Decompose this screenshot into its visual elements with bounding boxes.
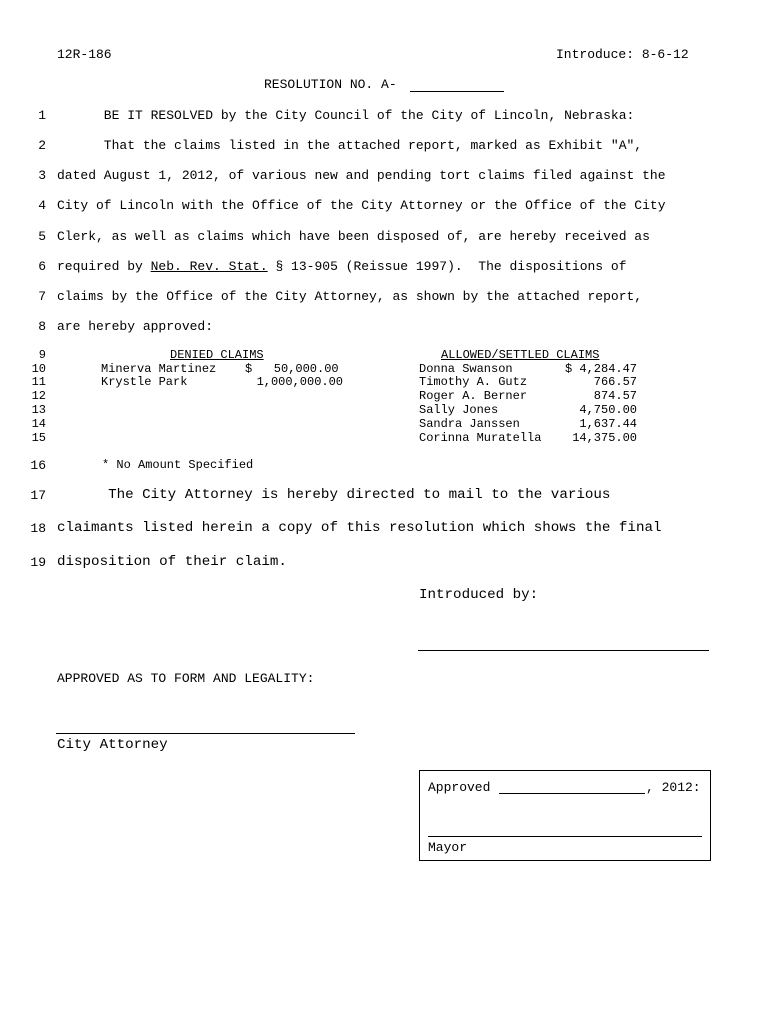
city-attorney-label: City Attorney: [57, 737, 168, 753]
line-number: 11: [31, 375, 46, 389]
allowed-claim-amount: 1,637.44: [579, 417, 637, 431]
denied-claim-name: Krystle Park: [101, 375, 188, 389]
allowed-claim-amount: 766.57: [593, 375, 637, 389]
resolution-number-label: RESOLUTION NO. A-: [264, 77, 397, 92]
allowed-claim-name: Sally Jones: [419, 403, 499, 417]
city-attorney-signature-line: [56, 733, 355, 734]
line-number: 6: [38, 259, 46, 274]
denied-claim-amount: 1,000,000.00: [256, 375, 343, 389]
introduced-by-label: Introduced by:: [419, 587, 539, 603]
approved-form-label: APPROVED AS TO FORM AND LEGALITY:: [57, 671, 315, 686]
allowed-claim-amount: $ 4,284.47: [564, 361, 637, 376]
allowed-claim-amount: 874.57: [593, 389, 637, 403]
resolution-number-blank: [410, 91, 504, 92]
document-code: 12R-186: [57, 47, 112, 62]
statute-citation: Neb. Rev. Stat.: [150, 259, 268, 274]
line-number: 12: [31, 389, 46, 403]
line-number: 5: [38, 229, 46, 244]
line-number: 17: [30, 488, 46, 503]
body-line: That the claims listed in the attached report, marked as Exhibit "A",: [57, 138, 643, 153]
approved-label: Approved: [428, 780, 491, 795]
allowed-claim-name: Sandra Janssen: [419, 417, 520, 431]
denied-claim-name: Minerva Martinez: [101, 361, 217, 376]
body-line: claims by the Office of the City Attorney, as shown by the attached report,: [57, 289, 643, 304]
body-line: disposition of their claim.: [57, 554, 287, 570]
introduce-date: Introduce: 8-6-12: [556, 47, 689, 62]
allowed-claim-name: Donna Swanson: [419, 361, 513, 376]
body-line-text: § 13-905 (Reissue 1997). The dispositions of: [267, 259, 627, 274]
allowed-claim-amount: 14,375.00: [572, 430, 637, 445]
line-number: 13: [31, 403, 46, 417]
body-line: City of Lincoln with the Office of the City Attorney or the Office of the City: [57, 198, 666, 213]
body-line: Clerk, as well as claims which have been disposed of, are hereby received as: [57, 229, 650, 244]
mayor-label: Mayor: [428, 840, 468, 855]
denied-claim-amount: $ 50,000.00: [245, 361, 339, 376]
approval-year: , 2012:: [646, 780, 701, 795]
body-line-text: required by: [57, 259, 151, 274]
body-line: claimants listed herein a copy of this resolution which shows the final: [57, 520, 662, 536]
no-amount-note: * No Amount Specified: [102, 458, 254, 472]
body-line: are hereby approved:: [57, 319, 214, 334]
line-number: 18: [30, 521, 46, 536]
line-number: 7: [38, 289, 46, 304]
body-line: dated August 1, 2012, of various new and pending tort claims filed against the: [57, 168, 666, 183]
line-number: 3: [38, 168, 46, 183]
line-number: 8: [38, 319, 46, 334]
allowed-claim-name: Roger A. Berner: [419, 389, 528, 403]
allowed-claims-header: ALLOWED/SETTLED CLAIMS: [441, 348, 600, 362]
approval-date-blank: [499, 793, 645, 794]
line-number: 1: [38, 108, 46, 123]
line-number: 4: [38, 198, 46, 213]
denied-claims-header: DENIED CLAIMS: [170, 348, 264, 362]
line-number: 10: [31, 361, 46, 376]
body-line: BE IT RESOLVED by the City Council of the City of Lincoln, Nebraska:: [57, 108, 635, 123]
line-number: 19: [30, 555, 46, 570]
allowed-claim-name: Timothy A. Gutz: [419, 375, 528, 389]
allowed-claim-name: Corinna Muratella: [419, 430, 542, 445]
body-line: The City Attorney is hereby directed to mail to the various: [57, 487, 611, 503]
line-number: 15: [31, 430, 46, 445]
introducer-signature-line: [418, 650, 709, 651]
body-line: [57, 260, 627, 273]
line-number: 2: [38, 138, 46, 153]
line-number: 9: [38, 348, 46, 362]
allowed-claim-amount: 4,750.00: [579, 403, 637, 417]
mayor-approval-box: [419, 770, 711, 861]
line-number: 16: [30, 458, 46, 473]
mayor-signature-line: [428, 836, 702, 837]
line-number: 14: [31, 417, 46, 431]
